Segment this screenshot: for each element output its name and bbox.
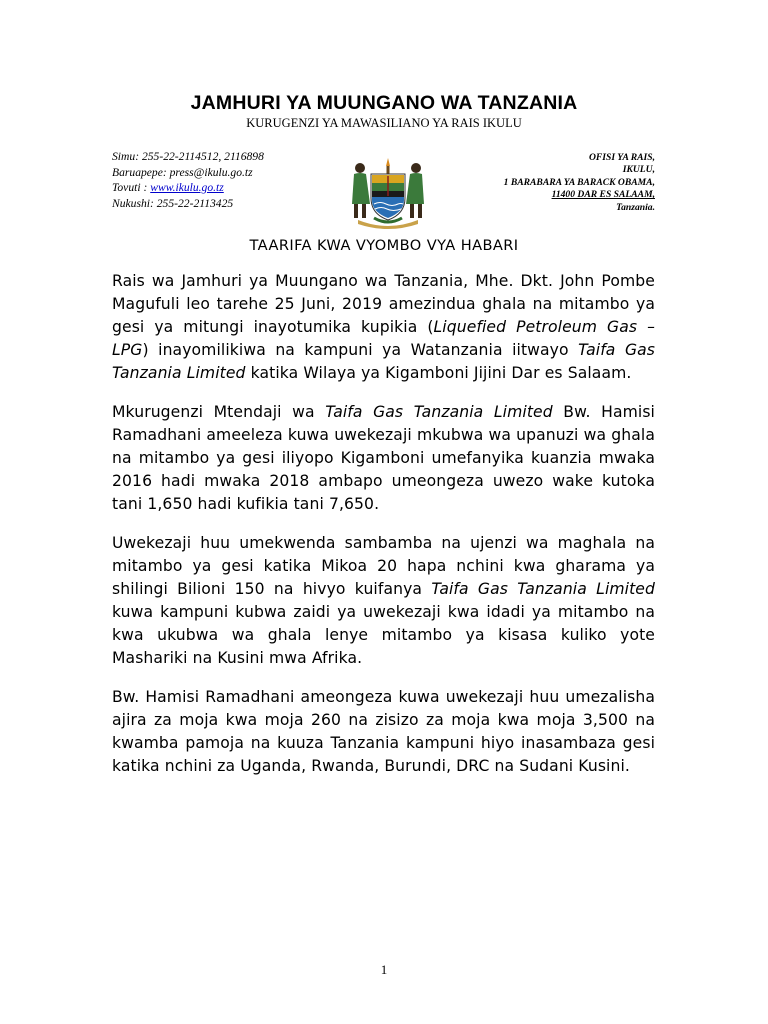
address-city: 11400 DAR ES SALAAM,	[551, 189, 655, 201]
contact-block	[112, 149, 264, 211]
document-title: JAMHURI YA MUUNGANO WA TANZANIA	[190, 92, 578, 114]
paragraph-2-text-a: Mkurugenzi Mtendaji wa	[112, 403, 326, 421]
paragraph-1	[112, 270, 655, 385]
tanzania-coat-of-arms-icon	[338, 152, 438, 232]
lpg-term: Liquefied Petroleum Gas – LPG	[112, 318, 655, 359]
address-street: 1 BARABARA YA BARACK OBAMA,	[503, 176, 655, 188]
address-office: OFISI YA RAIS,	[588, 152, 655, 163]
paragraph-1-text-e: katika Wilaya ya Kigamboni Jijini Dar es Salaam.	[245, 364, 632, 382]
page-number: 1	[380, 962, 388, 977]
address-ikulu: IKULU,	[622, 164, 655, 176]
address-country: Tanzania.	[616, 201, 655, 213]
company-name: Taifa Gas Tanzania Limited	[431, 580, 656, 598]
company-name: Taifa Gas Tanzania Limited	[325, 403, 553, 421]
paragraph-2-text-c: Bw. Hamisi Ramadhani ameeleza kuwa uwekezaji mkubwa wa upanuzi wa ghala na mitambo ya gesi iliyopo Kigamboni umefanyika kuanzia mwaka 2016 hadi mwaka 2018 ambapo umeongeza uwezo wake kutoka tani 1,650 hadi kufikia tani 7,650.	[112, 403, 655, 513]
phone-line: Simu: 255-22-2114512, 2116898	[112, 150, 264, 163]
company-name: Taifa Gas Tanzania Limited	[112, 341, 656, 382]
website-label: Tovuti :	[112, 181, 151, 194]
website-link[interactable]: www.ikulu.go.tz	[150, 181, 224, 194]
press-release-body	[112, 270, 655, 794]
fax-line: Nukushi: 255-22-2113425	[112, 196, 234, 210]
paragraph-3-text-a: Uwekezaji huu umekwenda sambamba na ujenzi wa maghala na mitambo ya gesi katika Mikoa 20 hapa nchini kwa gharama ya shilingi Bilioni 150 na hivyo kuifanya	[112, 534, 655, 598]
paragraph-4: Bw. Hamisi Ramadhani ameongeza kuwa uwekezaji huu umezalisha ajira za moja kwa moja 260 na zisizo za moja kwa moja 3,500 na kwamba pamoja na kuuza Tanzania kampuni hiyo inasambaza gesi katika nchini za Uganda, Rwanda, Burundi, DRC na Sudani Kusini.	[112, 688, 655, 775]
paragraph-3-text-c: kuwa kampuni kubwa zaidi ya uwekezaji kwa idadi ya mitambo na kwa ukubwa wa ghala lenye mitambo ya kisasa kuliko yote Mashariki na Kusini mwa Afrika.	[112, 603, 655, 667]
paragraph-1-text-c: ) inayomilikiwa na kampuni ya Watanzania iitwayo	[142, 341, 579, 359]
paragraph-3	[112, 532, 655, 670]
document-subtitle: KURUGENZI YA MAWASILIANO YA RAIS IKULU	[246, 116, 522, 130]
press-release-heading: TAARIFA KWA VYOMBO VYA HABARI	[249, 237, 519, 254]
email-line: Baruapepe: press@ikulu.go.tz	[112, 165, 253, 179]
paragraph-1-text-a: Rais wa Jamhuri ya Muungano wa Tanzania, Mhe. Dkt. John Pombe Magufuli leo tarehe 25 Juni, 2019 amezindua ghala na mitambo ya gesi ya mitungi inayotumika kupikia (	[112, 272, 655, 336]
paragraph-2	[112, 401, 655, 516]
address-block	[504, 152, 655, 214]
website-line	[112, 180, 264, 196]
